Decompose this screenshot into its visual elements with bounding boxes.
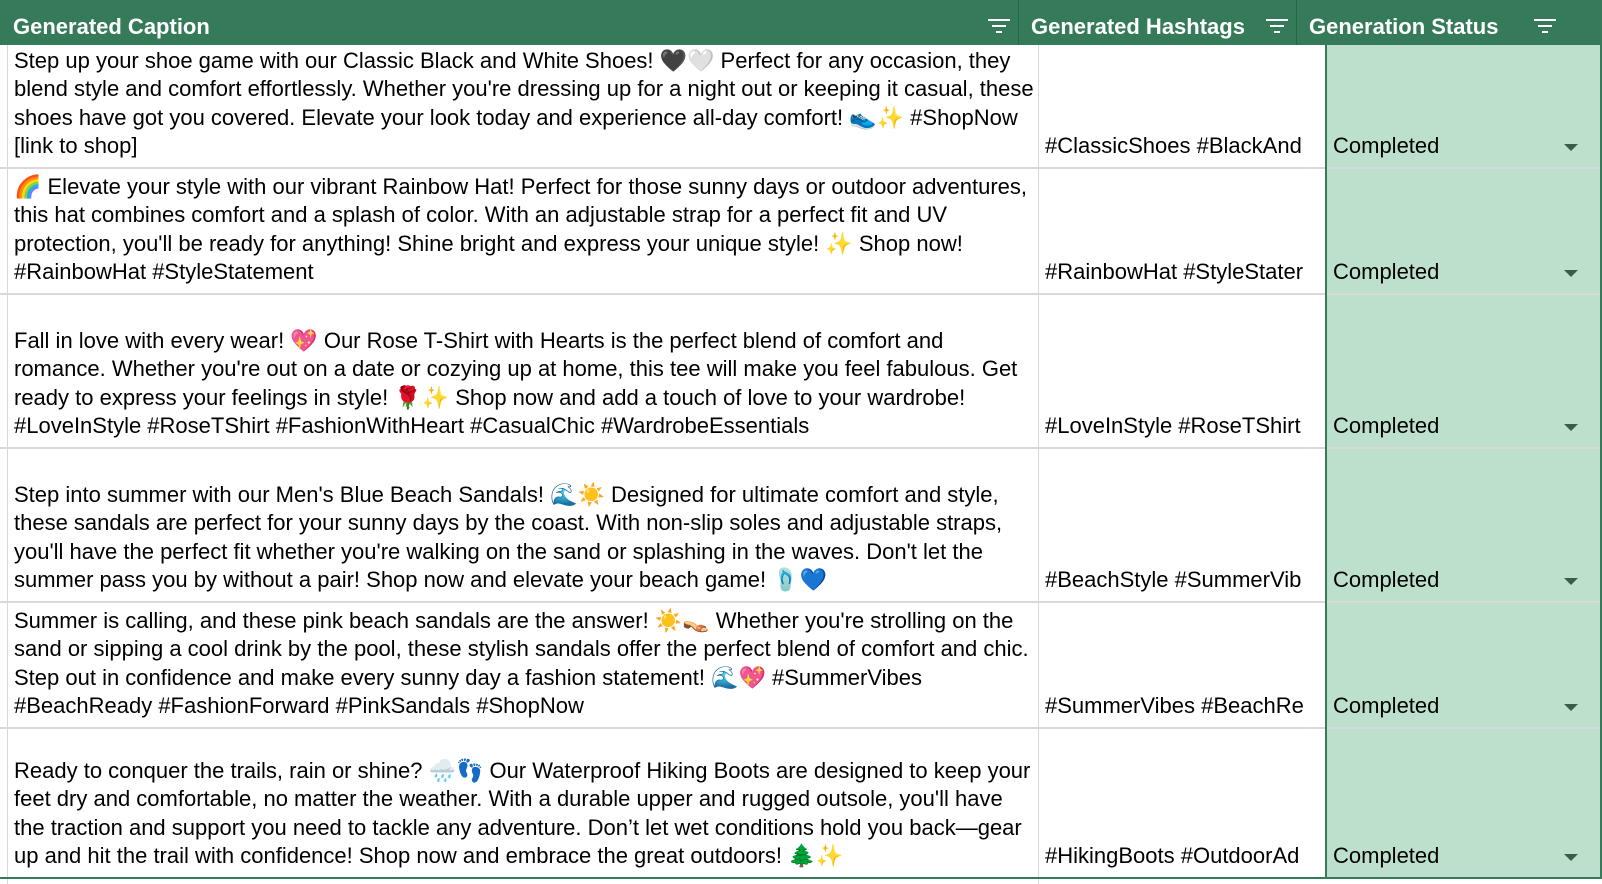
- table-row: [0, 449, 1602, 601]
- table-row: [0, 169, 1602, 293]
- caption-cell[interactable]: [8, 45, 1038, 167]
- caption-text: Ready to conquer the trails, rain or shine? 🌧️👣 Our Waterproof Hiking Boots are designed to keep your feet dry and comfortable, no matter the weather. With a durable upper and rugged outsole, you'll have the traction and support you need to tackle any adventure. Don’t let wet conditions hold you back—gear up and hit the trail with confidence! Shop now and embrace the great outdoors! 🌲✨: [14, 757, 1031, 869]
- status-cell[interactable]: [1326, 729, 1602, 877]
- status-cell[interactable]: [1326, 45, 1602, 167]
- column-header-generated-caption[interactable]: Generated Caption: [13, 14, 210, 39]
- selection-bottom-border: [0, 877, 1602, 879]
- caption-text: 🌈 Elevate your style with our vibrant Rainbow Hat! Perfect for those sunny days or outdoor adventures, this hat combines comfort and a splash of color. With an adjustable strap for a perfect fit and UV protection, you'll be ready for anything! Shine bright and express your unique style! ✨ Shop now! #RainbowHat #StyleStatement: [14, 173, 1028, 285]
- caption-cell[interactable]: [8, 295, 1038, 447]
- hashtags-text: #HikingBoots #OutdoorAd: [1045, 843, 1300, 869]
- caption-cell[interactable]: [8, 729, 1038, 877]
- caption-text: Summer is calling, and these pink beach sandals are the answer! ☀️👡 Whether you're strolling on the sand or sipping a cool drink by the pool, these stylish sandals offer the perfect blend of comfort and chic. Step out in confidence and make every sunny day a fashion statement! 🌊💖 #SummerVibes #BeachReady #FashionForward #PinkSandals #ShopNow: [14, 607, 1029, 719]
- hashtags-text: #RainbowHat #StyleStater: [1045, 259, 1304, 285]
- status-cell[interactable]: [1326, 169, 1602, 293]
- hashtags-text: #SummerVibes #BeachRe: [1045, 693, 1304, 719]
- hashtags-cell[interactable]: [1038, 45, 1326, 167]
- status-text: Completed: [1333, 133, 1440, 159]
- table-row: [0, 295, 1602, 447]
- dropdown-arrow-icon[interactable]: [1564, 424, 1578, 431]
- status-text: Completed: [1333, 413, 1440, 439]
- hashtags-text: #ClassicShoes #BlackAnd: [1045, 133, 1302, 159]
- status-text: Completed: [1333, 693, 1440, 719]
- caption-text: Step into summer with our Men's Blue Beach Sandals! 🌊☀️ Designed for ultimate comfort and style, these sandals are perfect for your sunny days by the coast. With non-slip soles and adjustable straps, you'll have the perfect fit whether you're walking on the sand or splashing in the waves. Don't let the summer pass you by without a pair! Shop now and elevate your beach game! 🩴💙: [14, 481, 1003, 593]
- hashtags-cell[interactable]: [1038, 449, 1326, 601]
- status-text: Completed: [1333, 567, 1440, 593]
- status-cell[interactable]: [1326, 603, 1602, 727]
- dropdown-arrow-icon[interactable]: [1564, 704, 1578, 711]
- status-cell[interactable]: [1326, 295, 1602, 447]
- caption-text: Fall in love with every wear! 💖 Our Rose T-Shirt with Hearts is the perfect blend of comfort and romance. Whether you're out on a date or cozying up at home, this tee will make you feel fabulous. Get ready to express your feelings in style! 🌹✨ Shop now and add a touch of love to your wardrobe! #LoveInStyle #RoseTShirt #FashionWithHeart #CasualChic #WardrobeEssentials: [14, 327, 1018, 439]
- status-text: Completed: [1333, 843, 1440, 869]
- status-text: Completed: [1333, 259, 1440, 285]
- dropdown-arrow-icon[interactable]: [1564, 270, 1578, 277]
- table-row: [0, 603, 1602, 727]
- filter-icon[interactable]: [1266, 18, 1288, 34]
- dropdown-arrow-icon[interactable]: [1564, 578, 1578, 585]
- caption-cell[interactable]: [8, 449, 1038, 601]
- status-cell[interactable]: [1326, 449, 1602, 601]
- caption-cell[interactable]: [8, 169, 1038, 293]
- caption-cell[interactable]: [8, 603, 1038, 727]
- hashtags-cell[interactable]: [1038, 295, 1326, 447]
- hashtags-text: #LoveInStyle #RoseTShirt: [1045, 413, 1301, 439]
- caption-text: Step up your shoe game with our Classic Black and White Shoes! 🖤🤍 Perfect for any occasion, they blend style and comfort effortlessly. Whether you're dressing up for a night out or keeping it casual, these shoes have got you covered. Elevate your look today and experience all-day comfort! 👟✨ #ShopNow [link to shop]: [14, 47, 1034, 159]
- hashtags-cell[interactable]: [1038, 603, 1326, 727]
- filter-icon[interactable]: [1534, 18, 1556, 34]
- dropdown-arrow-icon[interactable]: [1564, 854, 1578, 861]
- column-header-generation-status[interactable]: Generation Status: [1309, 14, 1499, 39]
- hashtags-cell[interactable]: [1038, 729, 1326, 877]
- column-header-generated-hashtags[interactable]: Generated Hashtags: [1031, 14, 1245, 39]
- hashtags-cell[interactable]: [1038, 169, 1326, 293]
- hashtags-text: #BeachStyle #SummerVib: [1045, 567, 1302, 593]
- table-row: [0, 45, 1602, 167]
- filter-icon[interactable]: [988, 18, 1010, 34]
- column-header-row: [0, 0, 1602, 45]
- dropdown-arrow-icon[interactable]: [1564, 144, 1578, 151]
- table-row: [0, 729, 1602, 877]
